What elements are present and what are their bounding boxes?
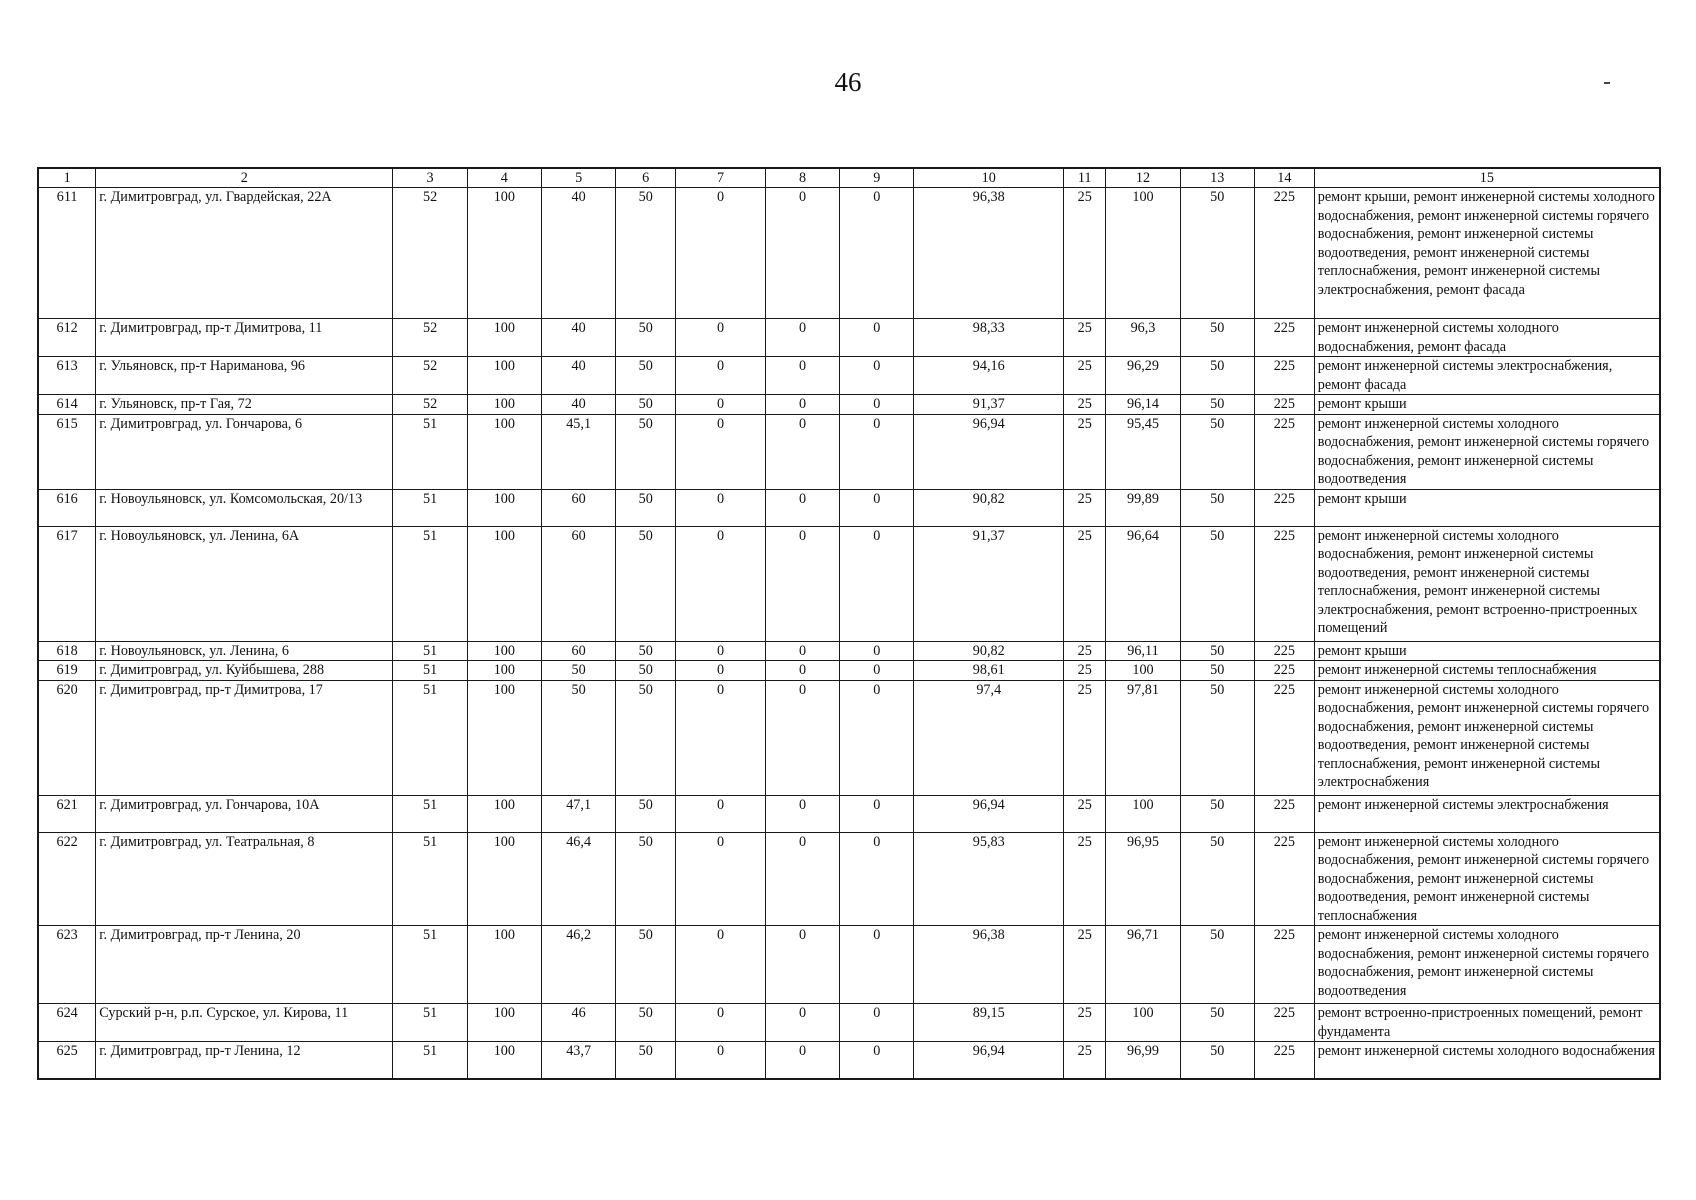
value-cell: 0 bbox=[840, 661, 914, 681]
row-number: 617 bbox=[38, 526, 96, 641]
value-cell: 0 bbox=[676, 1042, 766, 1079]
value-cell: 51 bbox=[393, 641, 467, 661]
value-cell: 51 bbox=[393, 1004, 467, 1042]
value-cell: 0 bbox=[840, 680, 914, 795]
value-cell: 95,83 bbox=[914, 832, 1064, 926]
table-row bbox=[38, 489, 1660, 526]
value-cell: 51 bbox=[393, 489, 467, 526]
value-cell: 90,82 bbox=[914, 641, 1064, 661]
value-cell: 0 bbox=[765, 414, 839, 489]
value-cell: 225 bbox=[1254, 641, 1314, 661]
table-row bbox=[38, 680, 1660, 795]
value-cell: 25 bbox=[1064, 680, 1106, 795]
works-cell: ремонт встроенно-пристроенных помещений, ремонт фундамента bbox=[1314, 1004, 1660, 1042]
value-cell: 0 bbox=[765, 357, 839, 395]
value-cell: 50 bbox=[1180, 414, 1254, 489]
value-cell: 40 bbox=[541, 188, 615, 319]
value-cell: 0 bbox=[765, 188, 839, 319]
value-cell: 96,29 bbox=[1106, 357, 1180, 395]
value-cell: 50 bbox=[1180, 832, 1254, 926]
value-cell: 0 bbox=[765, 1004, 839, 1042]
address-cell: г. Новоульяновск, ул. Ленина, 6А bbox=[96, 526, 393, 641]
value-cell: 96,94 bbox=[914, 1042, 1064, 1079]
value-cell: 0 bbox=[676, 680, 766, 795]
value-cell: 40 bbox=[541, 395, 615, 415]
value-cell: 100 bbox=[467, 319, 541, 357]
row-number: 621 bbox=[38, 795, 96, 832]
value-cell: 50 bbox=[1180, 641, 1254, 661]
value-cell: 51 bbox=[393, 661, 467, 681]
value-cell: 51 bbox=[393, 926, 467, 1004]
value-cell: 51 bbox=[393, 414, 467, 489]
value-cell: 25 bbox=[1064, 661, 1106, 681]
value-cell: 100 bbox=[1106, 795, 1180, 832]
works-cell: ремонт инженерной системы холодного водоснабжения, ремонт инженерной системы водоотведения, ремонт инженерной системы теплоснабжения, ремонт инженерной системы электроснабжения, ремонт встроенно-пристроенных помещений bbox=[1314, 526, 1660, 641]
address-cell: г. Димитровград, ул. Гончарова, 10А bbox=[96, 795, 393, 832]
value-cell: 50 bbox=[616, 832, 676, 926]
row-number: 623 bbox=[38, 926, 96, 1004]
value-cell: 100 bbox=[467, 680, 541, 795]
value-cell: 0 bbox=[765, 795, 839, 832]
value-cell: 0 bbox=[676, 661, 766, 681]
value-cell: 50 bbox=[616, 661, 676, 681]
value-cell: 50 bbox=[1180, 680, 1254, 795]
value-cell: 0 bbox=[676, 489, 766, 526]
value-cell: 0 bbox=[840, 926, 914, 1004]
value-cell: 100 bbox=[1106, 188, 1180, 319]
address-cell: Сурский р-н, р.п. Сурское, ул. Кирова, 11 bbox=[96, 1004, 393, 1042]
value-cell: 50 bbox=[541, 661, 615, 681]
address-cell: г. Новоульяновск, ул. Ленина, 6 bbox=[96, 641, 393, 661]
value-cell: 225 bbox=[1254, 680, 1314, 795]
page-number: 46 bbox=[834, 67, 862, 97]
value-cell: 225 bbox=[1254, 795, 1314, 832]
value-cell: 0 bbox=[840, 526, 914, 641]
column-header: 12 bbox=[1106, 168, 1180, 188]
value-cell: 0 bbox=[676, 1004, 766, 1042]
value-cell: 0 bbox=[840, 395, 914, 415]
address-cell: г. Димитровград, пр-т Димитрова, 17 bbox=[96, 680, 393, 795]
row-number: 620 bbox=[38, 680, 96, 795]
value-cell: 50 bbox=[1180, 1042, 1254, 1079]
value-cell: 91,37 bbox=[914, 526, 1064, 641]
value-cell: 100 bbox=[467, 641, 541, 661]
row-number: 622 bbox=[38, 832, 96, 926]
value-cell: 25 bbox=[1064, 1042, 1106, 1079]
works-cell: ремонт инженерной системы холодного водоснабжения, ремонт инженерной системы горячего водоснабжения, ремонт инженерной системы водоотведения, ремонт инженерной системы теплоснабжения, ремонт инженерной системы электроснабжения bbox=[1314, 680, 1660, 795]
value-cell: 100 bbox=[467, 926, 541, 1004]
value-cell: 52 bbox=[393, 319, 467, 357]
value-cell: 50 bbox=[616, 489, 676, 526]
value-cell: 0 bbox=[840, 319, 914, 357]
value-cell: 46,2 bbox=[541, 926, 615, 1004]
table-row bbox=[38, 1042, 1660, 1079]
value-cell: 97,4 bbox=[914, 680, 1064, 795]
value-cell: 225 bbox=[1254, 414, 1314, 489]
value-cell: 0 bbox=[840, 1004, 914, 1042]
value-cell: 95,45 bbox=[1106, 414, 1180, 489]
value-cell: 45,1 bbox=[541, 414, 615, 489]
value-cell: 0 bbox=[765, 641, 839, 661]
column-header: 11 bbox=[1064, 168, 1106, 188]
row-number: 613 bbox=[38, 357, 96, 395]
value-cell: 50 bbox=[616, 680, 676, 795]
value-cell: 225 bbox=[1254, 832, 1314, 926]
column-header: 7 bbox=[676, 168, 766, 188]
address-cell: г. Димитровград, ул. Гвардейская, 22А bbox=[96, 188, 393, 319]
table-row bbox=[38, 1004, 1660, 1042]
works-cell: ремонт крыши bbox=[1314, 395, 1660, 415]
value-cell: 50 bbox=[616, 641, 676, 661]
value-cell: 100 bbox=[467, 395, 541, 415]
row-number: 625 bbox=[38, 1042, 96, 1079]
value-cell: 225 bbox=[1254, 188, 1314, 319]
value-cell: 25 bbox=[1064, 414, 1106, 489]
works-cell: ремонт инженерной системы холодного водоснабжения, ремонт инженерной системы горячего водоснабжения, ремонт инженерной системы водоотведения bbox=[1314, 414, 1660, 489]
value-cell: 90,82 bbox=[914, 489, 1064, 526]
value-cell: 50 bbox=[616, 319, 676, 357]
value-cell: 98,33 bbox=[914, 319, 1064, 357]
value-cell: 46 bbox=[541, 1004, 615, 1042]
row-number: 619 bbox=[38, 661, 96, 681]
value-cell: 51 bbox=[393, 795, 467, 832]
value-cell: 96,95 bbox=[1106, 832, 1180, 926]
address-cell: г. Новоульяновск, ул. Комсомольская, 20/13 bbox=[96, 489, 393, 526]
value-cell: 0 bbox=[840, 832, 914, 926]
value-cell: 0 bbox=[840, 188, 914, 319]
column-header: 13 bbox=[1180, 168, 1254, 188]
works-cell: ремонт инженерной системы холодного водоснабжения, ремонт инженерной системы горячего водоснабжения, ремонт инженерной системы водоотведения, ремонт инженерной системы теплоснабжения bbox=[1314, 832, 1660, 926]
table-row bbox=[38, 395, 1660, 415]
value-cell: 25 bbox=[1064, 832, 1106, 926]
value-cell: 50 bbox=[616, 526, 676, 641]
column-header: 2 bbox=[96, 168, 393, 188]
value-cell: 0 bbox=[676, 319, 766, 357]
value-cell: 0 bbox=[676, 188, 766, 319]
value-cell: 96,99 bbox=[1106, 1042, 1180, 1079]
works-cell: ремонт инженерной системы холодного водоснабжения, ремонт фасада bbox=[1314, 319, 1660, 357]
value-cell: 0 bbox=[765, 832, 839, 926]
value-cell: 52 bbox=[393, 188, 467, 319]
value-cell: 100 bbox=[467, 795, 541, 832]
row-number: 611 bbox=[38, 188, 96, 319]
value-cell: 50 bbox=[616, 926, 676, 1004]
value-cell: 0 bbox=[676, 395, 766, 415]
value-cell: 225 bbox=[1254, 1004, 1314, 1042]
value-cell: 225 bbox=[1254, 926, 1314, 1004]
column-header: 9 bbox=[840, 168, 914, 188]
value-cell: 96,38 bbox=[914, 926, 1064, 1004]
value-cell: 0 bbox=[765, 526, 839, 641]
value-cell: 25 bbox=[1064, 526, 1106, 641]
address-cell: г. Димитровград, ул. Театральная, 8 bbox=[96, 832, 393, 926]
value-cell: 96,71 bbox=[1106, 926, 1180, 1004]
value-cell: 50 bbox=[1180, 661, 1254, 681]
value-cell: 50 bbox=[1180, 926, 1254, 1004]
value-cell: 51 bbox=[393, 680, 467, 795]
value-cell: 50 bbox=[616, 1004, 676, 1042]
value-cell: 0 bbox=[676, 795, 766, 832]
value-cell: 100 bbox=[467, 1004, 541, 1042]
value-cell: 50 bbox=[1180, 526, 1254, 641]
value-cell: 97,81 bbox=[1106, 680, 1180, 795]
value-cell: 25 bbox=[1064, 188, 1106, 319]
works-cell: ремонт инженерной системы электроснабжения bbox=[1314, 795, 1660, 832]
value-cell: 50 bbox=[616, 357, 676, 395]
column-header: 5 bbox=[541, 168, 615, 188]
value-cell: 94,16 bbox=[914, 357, 1064, 395]
value-cell: 96,64 bbox=[1106, 526, 1180, 641]
value-cell: 96,11 bbox=[1106, 641, 1180, 661]
value-cell: 96,3 bbox=[1106, 319, 1180, 357]
value-cell: 50 bbox=[1180, 395, 1254, 415]
value-cell: 100 bbox=[467, 526, 541, 641]
value-cell: 91,37 bbox=[914, 395, 1064, 415]
value-cell: 225 bbox=[1254, 395, 1314, 415]
value-cell: 0 bbox=[676, 832, 766, 926]
value-cell: 0 bbox=[676, 414, 766, 489]
value-cell: 50 bbox=[1180, 357, 1254, 395]
value-cell: 47,1 bbox=[541, 795, 615, 832]
value-cell: 96,38 bbox=[914, 188, 1064, 319]
value-cell: 25 bbox=[1064, 926, 1106, 1004]
column-header: 4 bbox=[467, 168, 541, 188]
value-cell: 50 bbox=[1180, 188, 1254, 319]
row-number: 616 bbox=[38, 489, 96, 526]
value-cell: 0 bbox=[840, 489, 914, 526]
column-header: 15 bbox=[1314, 168, 1660, 188]
table-body bbox=[38, 188, 1660, 1079]
value-cell: 0 bbox=[765, 680, 839, 795]
column-number-row bbox=[38, 168, 1660, 188]
value-cell: 100 bbox=[467, 832, 541, 926]
column-header: 8 bbox=[765, 168, 839, 188]
value-cell: 52 bbox=[393, 395, 467, 415]
value-cell: 0 bbox=[765, 661, 839, 681]
row-number: 614 bbox=[38, 395, 96, 415]
works-cell: ремонт инженерной системы холодного водоснабжения, ремонт инженерной системы горячего водоснабжения, ремонт инженерной системы водоотведения bbox=[1314, 926, 1660, 1004]
value-cell: 60 bbox=[541, 526, 615, 641]
value-cell: 0 bbox=[840, 641, 914, 661]
address-cell: г. Ульяновск, пр-т Гая, 72 bbox=[96, 395, 393, 415]
column-header: 10 bbox=[914, 168, 1064, 188]
value-cell: 40 bbox=[541, 319, 615, 357]
row-number: 612 bbox=[38, 319, 96, 357]
table-row bbox=[38, 357, 1660, 395]
value-cell: 225 bbox=[1254, 357, 1314, 395]
table-row bbox=[38, 526, 1660, 641]
value-cell: 100 bbox=[467, 357, 541, 395]
table-row bbox=[38, 188, 1660, 319]
row-number: 624 bbox=[38, 1004, 96, 1042]
scan-mark bbox=[1604, 82, 1610, 84]
value-cell: 96,94 bbox=[914, 795, 1064, 832]
table-row bbox=[38, 795, 1660, 832]
value-cell: 0 bbox=[840, 1042, 914, 1079]
repair-register-table bbox=[37, 167, 1661, 1080]
table-row bbox=[38, 661, 1660, 681]
value-cell: 50 bbox=[541, 680, 615, 795]
value-cell: 225 bbox=[1254, 1042, 1314, 1079]
value-cell: 50 bbox=[616, 795, 676, 832]
value-cell: 25 bbox=[1064, 1004, 1106, 1042]
row-number: 615 bbox=[38, 414, 96, 489]
value-cell: 25 bbox=[1064, 319, 1106, 357]
value-cell: 51 bbox=[393, 526, 467, 641]
value-cell: 25 bbox=[1064, 395, 1106, 415]
value-cell: 25 bbox=[1064, 489, 1106, 526]
value-cell: 25 bbox=[1064, 357, 1106, 395]
value-cell: 100 bbox=[467, 661, 541, 681]
value-cell: 100 bbox=[1106, 661, 1180, 681]
value-cell: 225 bbox=[1254, 489, 1314, 526]
value-cell: 50 bbox=[616, 188, 676, 319]
value-cell: 89,15 bbox=[914, 1004, 1064, 1042]
value-cell: 43,7 bbox=[541, 1042, 615, 1079]
value-cell: 0 bbox=[840, 357, 914, 395]
value-cell: 225 bbox=[1254, 526, 1314, 641]
value-cell: 100 bbox=[1106, 1004, 1180, 1042]
value-cell: 100 bbox=[467, 489, 541, 526]
value-cell: 96,14 bbox=[1106, 395, 1180, 415]
value-cell: 51 bbox=[393, 1042, 467, 1079]
value-cell: 25 bbox=[1064, 641, 1106, 661]
works-cell: ремонт крыши bbox=[1314, 641, 1660, 661]
column-header: 14 bbox=[1254, 168, 1314, 188]
value-cell: 0 bbox=[840, 795, 914, 832]
address-cell: г. Ульяновск, пр-т Нариманова, 96 bbox=[96, 357, 393, 395]
value-cell: 100 bbox=[467, 414, 541, 489]
column-header: 6 bbox=[616, 168, 676, 188]
value-cell: 0 bbox=[840, 414, 914, 489]
value-cell: 0 bbox=[765, 319, 839, 357]
value-cell: 50 bbox=[616, 395, 676, 415]
table-row bbox=[38, 641, 1660, 661]
table-row bbox=[38, 319, 1660, 357]
address-cell: г. Димитровград, пр-т Ленина, 12 bbox=[96, 1042, 393, 1079]
value-cell: 25 bbox=[1064, 795, 1106, 832]
column-header: 3 bbox=[393, 168, 467, 188]
works-cell: ремонт инженерной системы холодного водоснабжения bbox=[1314, 1042, 1660, 1079]
works-cell: ремонт крыши, ремонт инженерной системы холодного водоснабжения, ремонт инженерной системы горячего водоснабжения, ремонт инженерной системы водоотведения, ремонт инженерной системы теплоснабжения, ремонт инженерной системы электроснабжения, ремонт фасада bbox=[1314, 188, 1660, 319]
value-cell: 50 bbox=[616, 414, 676, 489]
works-cell: ремонт инженерной системы теплоснабжения bbox=[1314, 661, 1660, 681]
address-cell: г. Димитровград, пр-т Димитрова, 11 bbox=[96, 319, 393, 357]
value-cell: 98,61 bbox=[914, 661, 1064, 681]
value-cell: 50 bbox=[616, 1042, 676, 1079]
value-cell: 100 bbox=[467, 1042, 541, 1079]
value-cell: 50 bbox=[1180, 1004, 1254, 1042]
value-cell: 0 bbox=[765, 395, 839, 415]
value-cell: 100 bbox=[467, 188, 541, 319]
column-header: 1 bbox=[38, 168, 96, 188]
value-cell: 60 bbox=[541, 641, 615, 661]
value-cell: 50 bbox=[1180, 319, 1254, 357]
works-cell: ремонт крыши bbox=[1314, 489, 1660, 526]
value-cell: 50 bbox=[1180, 489, 1254, 526]
table-row bbox=[38, 926, 1660, 1004]
value-cell: 60 bbox=[541, 489, 615, 526]
address-cell: г. Димитровград, ул. Куйбышева, 288 bbox=[96, 661, 393, 681]
value-cell: 96,94 bbox=[914, 414, 1064, 489]
value-cell: 0 bbox=[765, 1042, 839, 1079]
table-row bbox=[38, 414, 1660, 489]
works-cell: ремонт инженерной системы электроснабжения, ремонт фасада bbox=[1314, 357, 1660, 395]
value-cell: 0 bbox=[676, 641, 766, 661]
address-cell: г. Димитровград, пр-т Ленина, 20 bbox=[96, 926, 393, 1004]
address-cell: г. Димитровград, ул. Гончарова, 6 bbox=[96, 414, 393, 489]
value-cell: 0 bbox=[676, 926, 766, 1004]
value-cell: 0 bbox=[676, 357, 766, 395]
value-cell: 225 bbox=[1254, 661, 1314, 681]
value-cell: 0 bbox=[765, 489, 839, 526]
value-cell: 225 bbox=[1254, 319, 1314, 357]
value-cell: 50 bbox=[1180, 795, 1254, 832]
value-cell: 51 bbox=[393, 832, 467, 926]
table-row bbox=[38, 832, 1660, 926]
value-cell: 99,89 bbox=[1106, 489, 1180, 526]
row-number: 618 bbox=[38, 641, 96, 661]
value-cell: 40 bbox=[541, 357, 615, 395]
value-cell: 46,4 bbox=[541, 832, 615, 926]
value-cell: 0 bbox=[765, 926, 839, 1004]
value-cell: 0 bbox=[676, 526, 766, 641]
value-cell: 52 bbox=[393, 357, 467, 395]
